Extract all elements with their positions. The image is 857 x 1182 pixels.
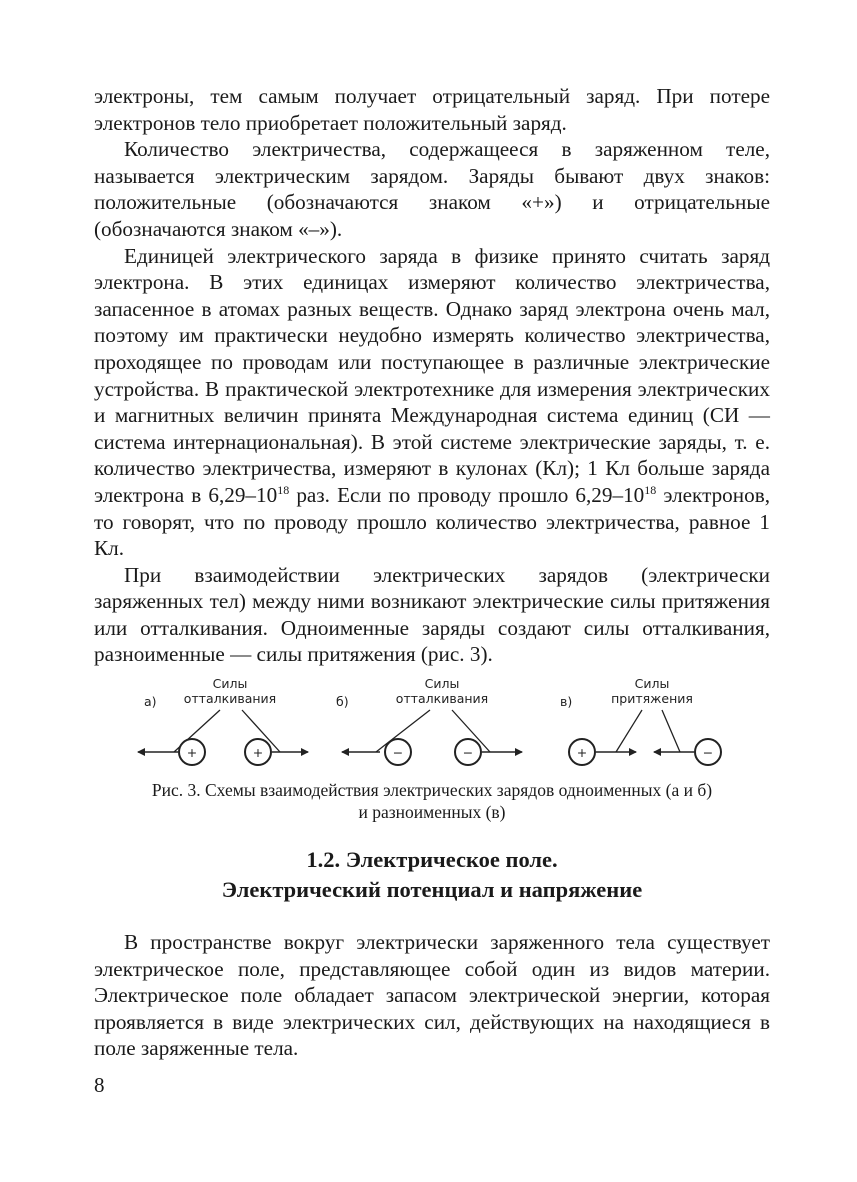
figure-panel-c	[560, 676, 721, 765]
paragraph-text: электроны, тем самым получает отрицательный заряд. При потере электронов тело приобретает положительный заряд.	[94, 84, 770, 135]
charge-sign: +	[252, 745, 264, 760]
caption-line: и разноименных (в)	[358, 802, 506, 822]
caption-line: Рис. 3. Схемы взаимодействия электрических зарядов одноименных (а и б)	[151, 780, 713, 800]
panel-title-line2: отталкивания	[183, 691, 277, 706]
charge-sign: −	[392, 745, 404, 760]
page-number: 8	[94, 1073, 105, 1097]
paragraph-electric-field	[94, 929, 770, 1062]
paragraph-text: Количество электричества, содержащееся в заряженном теле, называется электрическим зарядом. Заряды бывают двух знаков: положительные (обозначаются знаком «+») и отрицательные (обозначаются знаком «–»).	[94, 137, 770, 241]
paragraph-continuation	[94, 83, 770, 136]
figure-caption	[94, 779, 770, 823]
paragraph-charge-definition	[94, 136, 770, 242]
pointer-line	[662, 710, 680, 752]
paragraph-text: При взаимодействии электрических зарядов (электрически заряженных тел) между ними возникают электрические силы притяжения или отталкивания. Одноименные заряды создают силы отталкивания, разноименные — силы притяжения (рис. 3).	[94, 562, 770, 667]
panel-letter: а)	[144, 694, 157, 709]
heading-line: Электрический потенциал и напряжение	[221, 877, 643, 902]
exponent: 18	[644, 482, 657, 497]
panel-letter: б)	[336, 694, 349, 709]
charge-sign: −	[462, 745, 474, 760]
paragraph-interaction	[94, 562, 770, 668]
paragraph-text: раз. Если по проводу прошло 6,29–10	[289, 482, 645, 507]
paragraph-text: Единицей электрического заряда в физике принято считать заряд электрона. В этих единицах измеряют количество электричества, запасенное в атомах разных веществ. Однако заряд электрона очень мал, поэтому им практически неудобно измерять количество электричества, проходящее по проводам или поступающее в различные электрические устройства. В практической электротехнике для измерения электрических и магнитных величин принята Международная система единиц (СИ — система интернациональная). В этой системе электрические заряды, т. е. количество электричества, измеряют в кулонах (Кл); 1 Кл больше заряда электрона в 6,29–10	[94, 243, 770, 507]
charge-interaction-figure	[130, 674, 730, 784]
charge-sign: −	[702, 745, 714, 760]
charge-sign: +	[186, 745, 198, 760]
exponent: 18	[277, 482, 290, 497]
body-text-top	[94, 83, 770, 668]
body-text-bottom	[94, 929, 770, 1062]
panel-title-line2: отталкивания	[395, 691, 489, 706]
pointer-line	[616, 710, 642, 752]
paragraph-text: электронов, то говорят, что по проводу прошло количество электричества, равное 1 Кл.	[94, 482, 771, 561]
figure-panel-b	[336, 676, 522, 765]
panel-title-line1: Силы	[212, 676, 248, 691]
charge-sign: +	[576, 745, 588, 760]
section-heading	[94, 845, 770, 905]
panel-title-line1: Силы	[424, 676, 460, 691]
paragraph-charge-unit	[94, 243, 770, 562]
figure-panel-a	[138, 676, 308, 765]
heading-line: 1.2. Электрическое поле.	[306, 847, 558, 872]
paragraph-text: В пространстве вокруг электрически заряженного тела существует электрическое поле, представляющее собой один из видов материи. Электрическое поле обладает запасом электрической энергии, которая проявляется в виде электрических сил, действующих на находящиеся в поле заряженные тела.	[94, 930, 770, 1061]
panel-title-line2: притяжения	[611, 691, 693, 706]
panel-letter: в)	[560, 694, 573, 709]
panel-title-line1: Силы	[634, 676, 670, 691]
